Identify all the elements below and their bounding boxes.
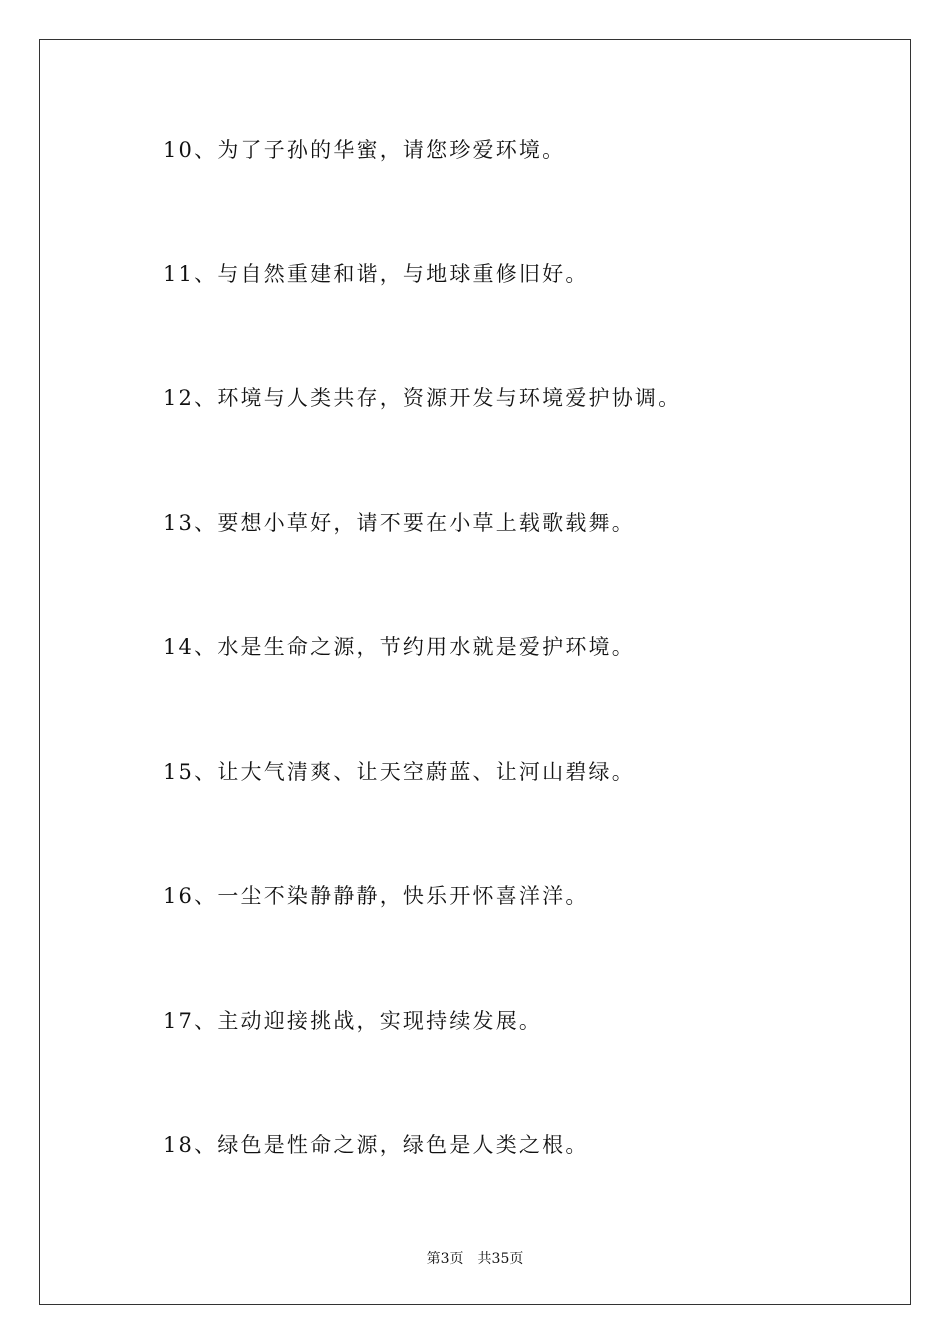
list-item: 15、让大气清爽、让天空蔚蓝、让河山碧绿。 (163, 760, 635, 784)
list-item: 16、一尘不染静静静，快乐开怀喜洋洋。 (163, 884, 589, 908)
list-item: 17、主动迎接挑战，实现持续发展。 (163, 1009, 543, 1033)
list-item: 18、绿色是性命之源，绿色是人类之根。 (163, 1133, 589, 1157)
list-item: 12、环境与人类共存，资源开发与环境爱护协调。 (163, 386, 682, 410)
page-number-footer: 第3页 共35页 (426, 1251, 524, 1267)
page-border (39, 39, 911, 1305)
list-item: 14、水是生命之源，节约用水就是爱护环境。 (163, 635, 635, 659)
list-item: 11、与自然重建和谐，与地球重修旧好。 (163, 262, 589, 286)
list-item: 13、要想小草好，请不要在小草上载歌载舞。 (163, 511, 635, 535)
list-item: 10、为了子孙的华蜜，请您珍爱环境。 (163, 138, 566, 162)
